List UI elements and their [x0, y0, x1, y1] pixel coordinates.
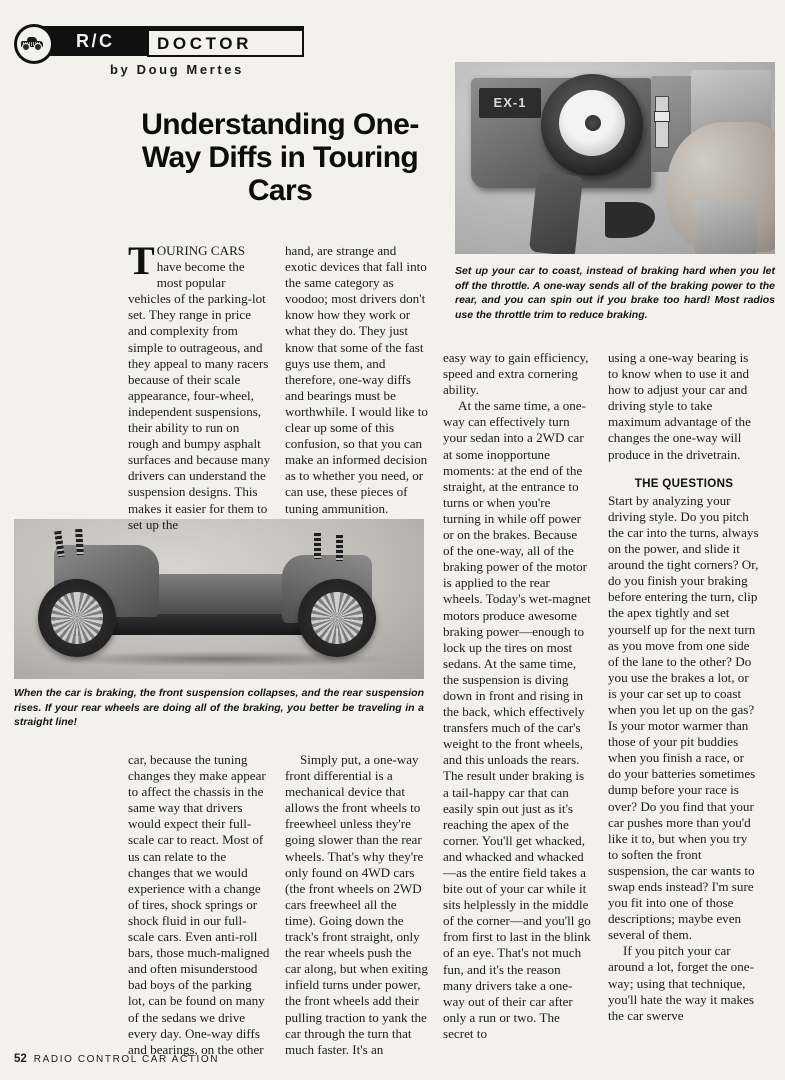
body-column-1-top: [128, 238, 271, 533]
body-text: Simply put, a one-way front differential is a mechanical device that allows the front wheels to freewheel unless they're going slower than the rear wheels. That's why they're only found on 4WD cars (the front wheels on 2WD cars freewheel all the time). Going down the track's front straight, only the rear wheels push the car along, but when exiting infield turns under power, the front wheels add their pulling traction to yank the car through the turn that much faster. It's an: [285, 752, 428, 1057]
chassis-shock-rear-1: [314, 533, 321, 559]
caption-chassis: When the car is braking, the front suspension collapses, and the rear suspension rises. If your rear wheels are doing all of the braking, you better be traveling in a straight line!: [14, 687, 424, 728]
transmitter-brand-label: EX-1: [479, 88, 541, 118]
body-text: OURING CARS have become the most popular vehicles of the parking-lot set. They range in price and complexity from simple to outrageous, and they appeal to many racers because of their scale appearance, four-wheel, independent suspensions, their ability to run on rough and bumpy asphalt surfaces and because many drivers can understand the suspension designs. This makes it easier for them to set up the: [128, 243, 271, 532]
rear-wheel-spokes: [311, 592, 363, 644]
body-text: Start by analyzing your driving style. Do you pitch the car into the turns, always on the power, and slide it around the tight corners? Or, do you finish your braking before entering the turn, clip the apex tightly and set yourself up for the next turn as you move from one side of the lane to the other? Do you use the brakes a lot, or is your car set up to coast when you let up on the gas? Is your motor warmer than those of your pit buddies when you finish a race, or do your batteries sometimes dump before your race is over? Do you find that your car pushes more than you'd like it to, but when you try to soften the front suspension, the car wants to swap ends instead? I'm sure you fit into one of those descriptions; maybe even several of them.: [608, 492, 759, 943]
body-column-1-bottom: [128, 752, 271, 1058]
section-subhead: THE QUESTIONS: [634, 476, 734, 490]
transmitter-grip: [529, 172, 583, 254]
front-wheel-spokes: [51, 592, 103, 644]
logo-car-rear-wheel: [34, 43, 42, 51]
chassis-rear-wheel: [298, 579, 376, 657]
body-column-2-bottom: [285, 752, 428, 1058]
chassis-shock-front-2: [75, 529, 84, 555]
body-text: car, because the tuning changes they make appear to affect the chassis in the same way that drivers would expect their full-scale car to react. Most of us can relate to the changes that we would experience with a change of tires, shock springs or shock fluid in our full-scale cars. Even anti-roll bars, those much-maligned and often misunderstood bad boys of the parking lot, can be found on many of the sedans we drive every day. One-way diffs and bearings, on the other: [128, 752, 270, 1057]
chassis-front-wheel: [38, 579, 116, 657]
publication-name: RADIO CONTROL CAR ACTION: [33, 1054, 220, 1065]
transmitter-throttle-trigger: [605, 202, 655, 238]
body-text: using a one-way bearing is to know when to use it and how to adjust your car and driving style to take maximum advantage of the changes the one-way will produce in the drivetrain.: [608, 350, 751, 462]
transmitter-battery-pack: [695, 200, 757, 254]
page-footer: [14, 1053, 219, 1065]
steering-wheel-hub: [585, 115, 601, 131]
body-column-3: [443, 350, 591, 1042]
logo-car-front-wheel: [22, 43, 30, 51]
body-text: If you pitch your car around a lot, forget the one-way; using that technique, you'll hate the way it makes the car swerve: [608, 943, 754, 1023]
drop-cap: T: [128, 238, 155, 283]
logo-car-illustration: [21, 37, 43, 50]
body-text: hand, are strange and exotic devices that fall into the same category as voodoo; most drivers don't know how they work or what they do. They just know that some of the fast guys use them, and therefore, one-way diffs and bearings must be worthwhile. I would like to clear up some of this confusion, so that you can make an informed decision as to whether you need, or can use, these pieces of tuning ammunition.: [285, 243, 428, 516]
byline: by Doug Mertes: [110, 62, 244, 77]
page-number: 52: [14, 1053, 27, 1065]
masthead: [14, 24, 304, 58]
masthead-title-main: DOCTOR: [157, 34, 252, 53]
rc-chassis-photo: [14, 519, 424, 679]
steering-wheel-inner: [559, 90, 625, 156]
body-text: easy way to gain efficiency, speed and extra cornering ability.: [443, 350, 589, 398]
transmitter-trim-slider: [655, 96, 669, 148]
rc-car-logo-icon: [14, 24, 54, 64]
body-text: At the same time, a one-way can effectively turn your sedan into a 2WD car at some inopportune moments: at the end of the straight, at the entrance to turns or when you're turning in while off power or on the brakes. Because of the one-way, all of the braking power of the motor is applied to the rear wheels. Today's wet-magnet motors produce awesome braking power—enough to lock up the tires on most sedans. At the same time, the suspension is diving down in front and rising in the back, which effectively transfers much of the car's weight to the front wheels, and this unloads the rears. The result under braking is a tail-happy car that can easily spin out just as it's reaching the apex of the corner. You'll get whacked, and whacked and whacked—as the entire field takes a bite out of your car while it sits helplessly in the middle of the corner—and you'll go from first to last in the blink of an eye. That's not much fun, and it's the reason many drivers take a one-way out of their car after only a run or two. The secret to: [443, 398, 591, 1041]
transmitter-steering-wheel: [541, 74, 643, 176]
caption-transmitter: Set up your car to coast, instead of braking hard when you let off the throttle. A one-way sends all of the braking power to the rear, and you can spin out if you brake too hard! Most radios use the throttle trim to reduce braking.: [455, 265, 775, 321]
masthead-title-box: [147, 29, 304, 57]
rc-transmitter-photo: [455, 62, 775, 254]
body-column-2-top: [285, 243, 428, 517]
chassis-shock-rear-2: [336, 535, 343, 561]
masthead-title-prefix: R/C: [76, 31, 115, 51]
page-title: Understanding One-Way Diffs in Touring Cars: [141, 108, 419, 207]
body-column-4: [608, 350, 760, 1024]
